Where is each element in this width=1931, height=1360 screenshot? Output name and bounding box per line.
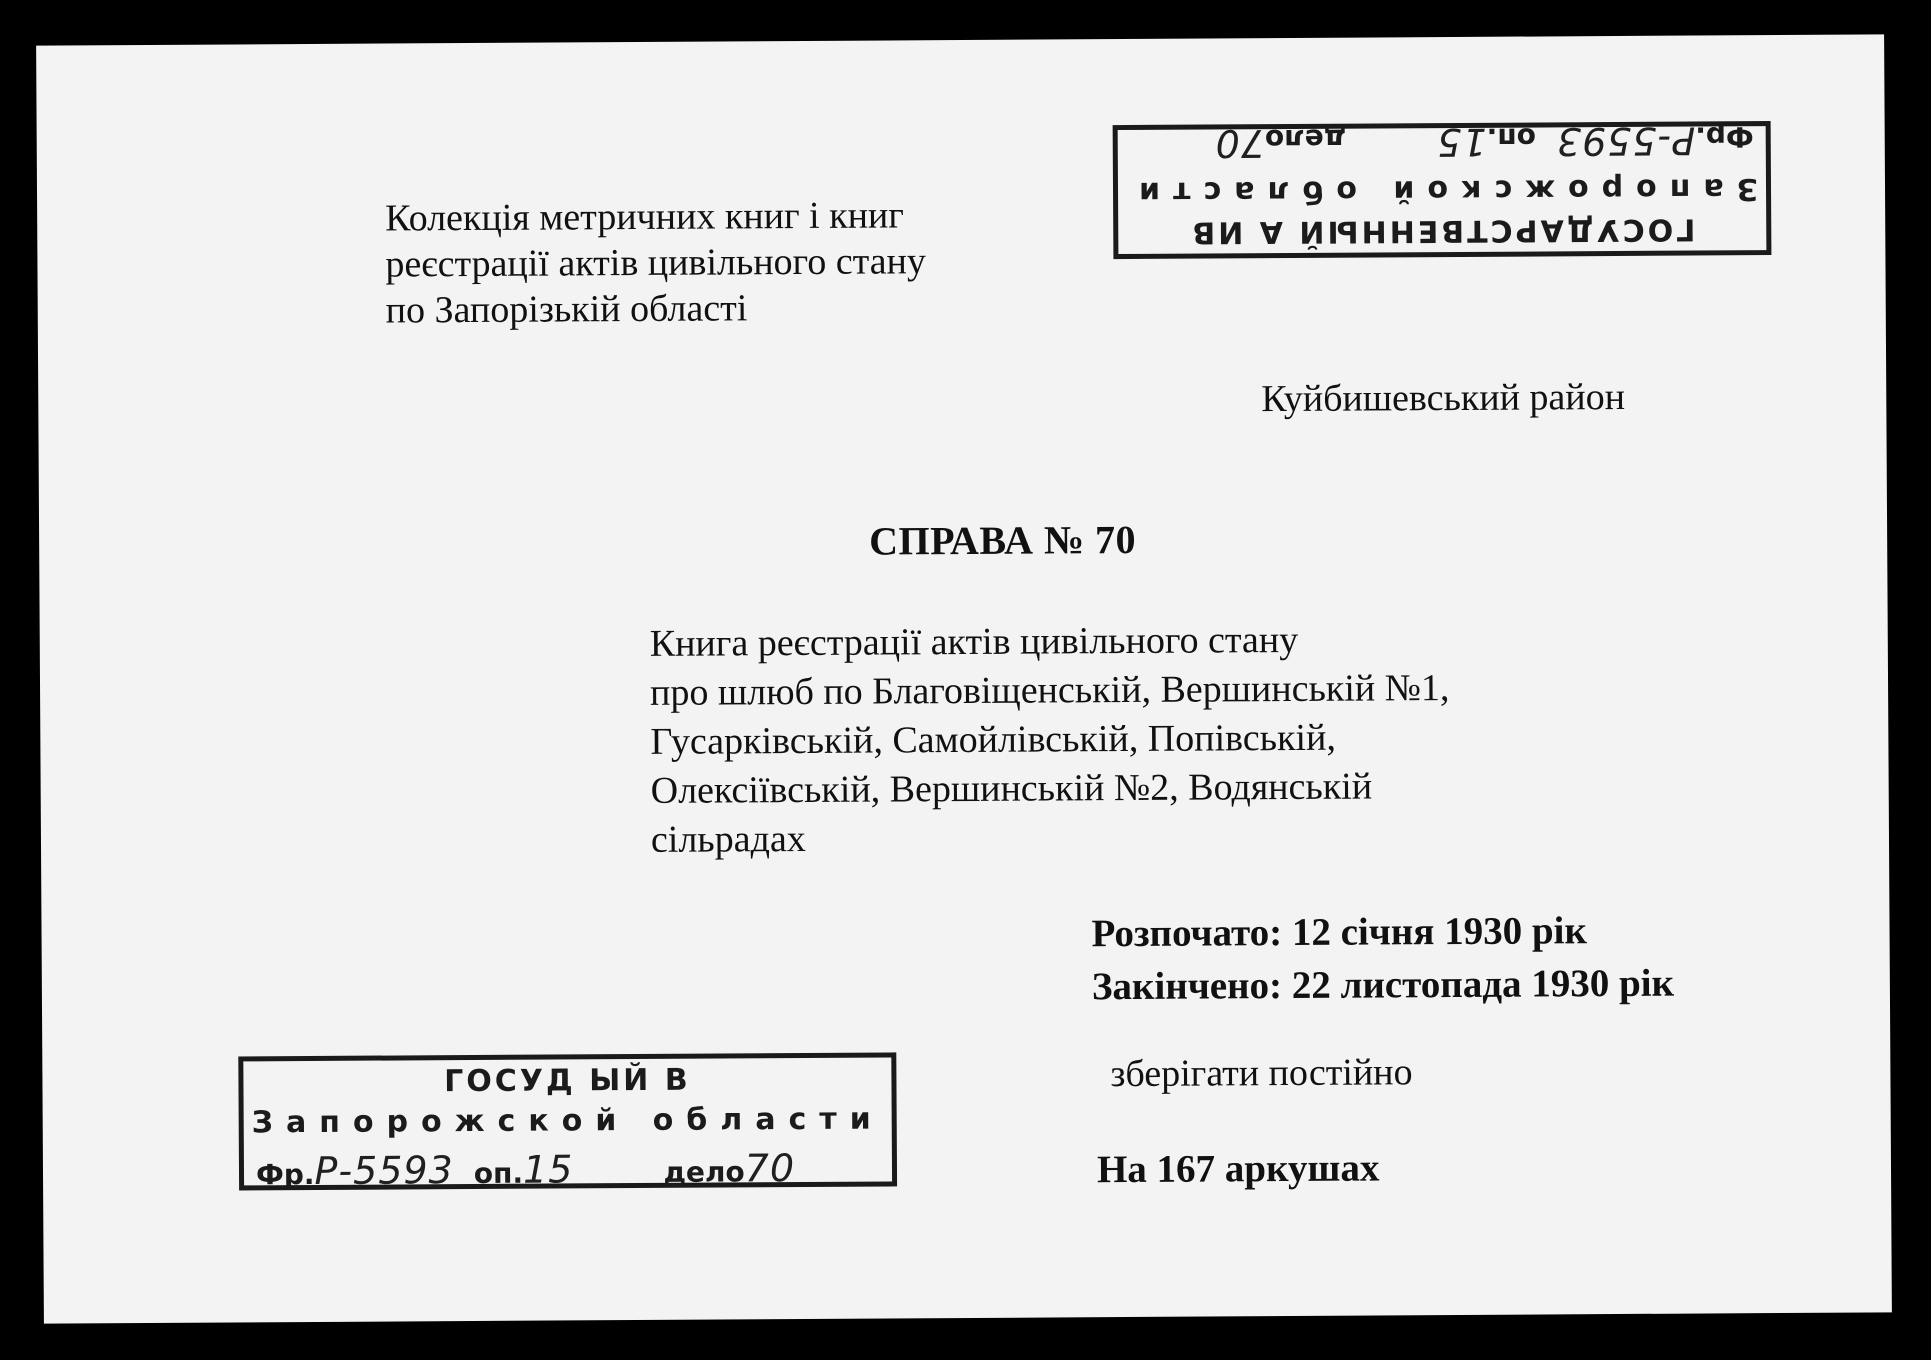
case-description-line: Книга реєстрації актів цивільного стану [649,618,1299,665]
case-description [650,615,1451,865]
stamp-delo-label: дело [663,1155,745,1189]
stamp-opis-label: оп. [1486,121,1537,155]
stamp-opis-value: 15 [1436,119,1487,165]
district-label: Куйбишевський район [1261,375,1626,421]
stamp-region: Запорожской области [1125,171,1759,211]
stamp-fond-label: Фр. [255,1157,315,1192]
stamp-archive-name: ГОСУДАРСТВЕННЫЙ А ИВ [1189,211,1696,250]
stamp-reference [256,1145,904,1193]
stamp-archive-name: ГОСУД ЫЙ В [444,1062,691,1100]
collection-line: Колекція метричних книг і книг [385,194,905,240]
archive-stamp-top [1113,118,1772,259]
case-description-line: Олексіївській, Вершинській №2, Водянській [650,765,1373,812]
stamp-delo-value: 70 [744,1146,796,1191]
stamp-fond-value: Р-5593 [1555,118,1696,164]
case-description-line: сільрадах [650,817,806,861]
case-dates [1091,904,1674,1014]
stamp-reference [1106,118,1754,166]
end-date: Закінчено: 22 листопада 1930 рік [1091,961,1675,1009]
stamp-opis-label: оп. [473,1156,524,1191]
stamp-region: Запорожской области [251,1101,884,1141]
archive-cover-page [36,34,1892,1323]
collection-heading [385,192,926,333]
case-description-line: Гусарківській, Самойлівській, Попівській, [650,716,1337,763]
case-description-line: про шлюб по Благовіщенській, Вершинській №1, [649,667,1450,714]
stamp-delo-label: дело [1264,122,1347,157]
collection-line: реєстрації актів цивільного стану [385,240,927,286]
case-title: СПРАВА № 70 [869,516,1137,564]
stamp-delo-value: 70 [1214,121,1266,166]
stamp-fond-label: Фр. [1695,120,1754,154]
retention-note: зберігати постійно [1110,1051,1413,1096]
stamp-fond-value: Р-5593 [314,1148,454,1193]
sheet-count: На 167 аркушах [1096,1146,1380,1192]
stamp-opis-value: 15 [522,1147,574,1192]
archive-stamp-bottom [238,1052,897,1193]
start-date: Розпочато: 12 січня 1930 рік [1091,909,1587,956]
collection-line: по Запорізькій області [385,287,748,332]
